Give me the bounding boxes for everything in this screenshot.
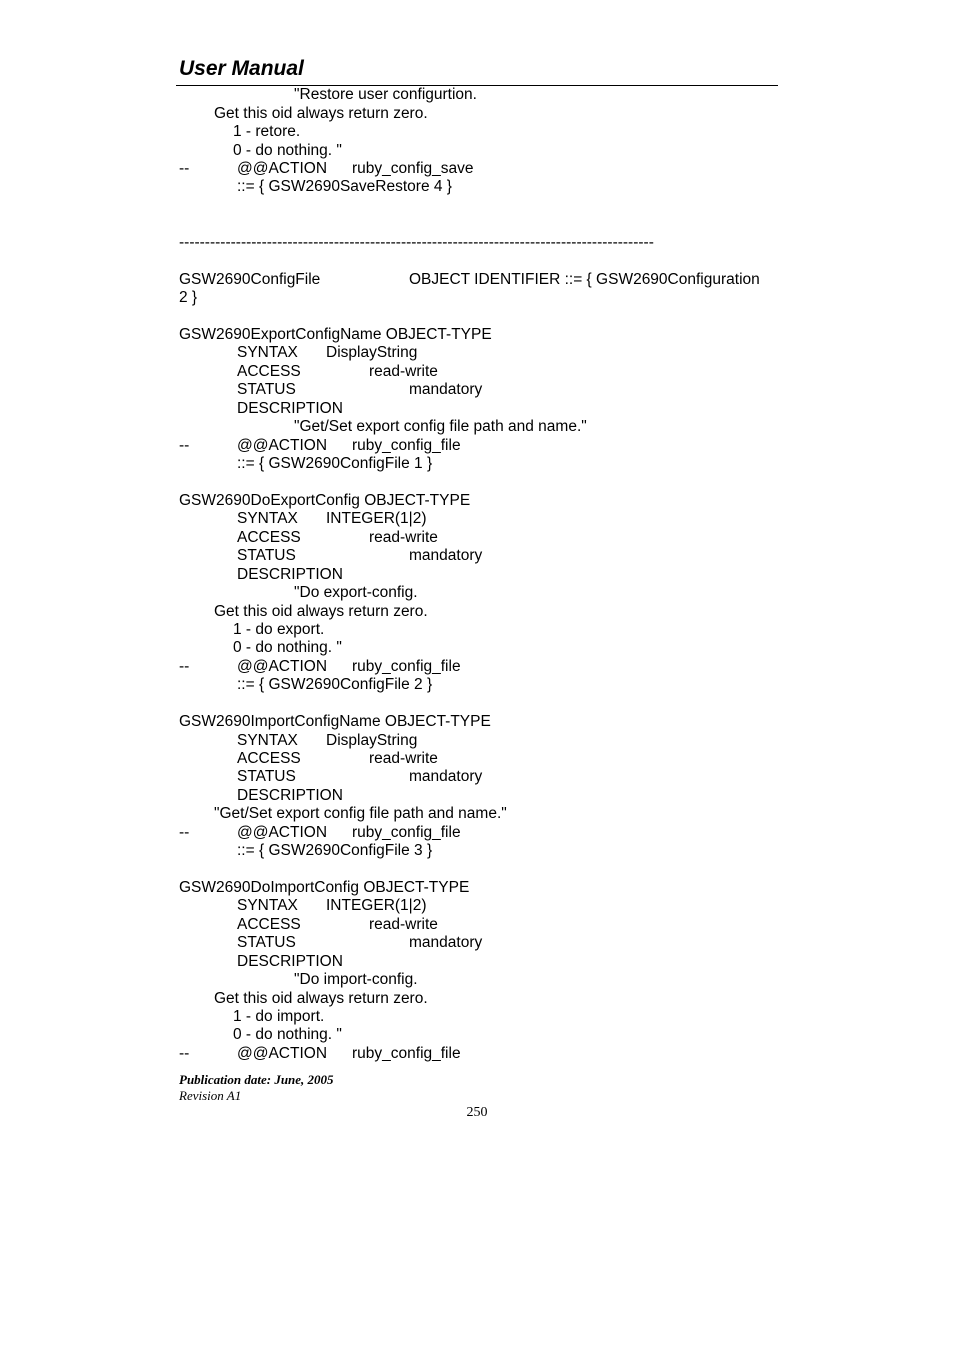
text-line: 0 - do nothing. " — [233, 142, 342, 159]
text-line: Get this oid always return zero. — [214, 603, 428, 620]
text-line: read-write — [369, 916, 438, 933]
text-line: ruby_config_save — [352, 160, 474, 177]
text-line: 1 - do export. — [233, 621, 325, 638]
text-line: DESCRIPTION — [237, 953, 343, 970]
text-line: ::= { GSW2690SaveRestore 4 } — [237, 178, 452, 195]
text-line: GSW2690DoExportConfig OBJECT-TYPE — [179, 492, 471, 509]
text-line: DisplayString — [326, 732, 418, 749]
text-line: "Get/Set export config file path and name." — [214, 805, 507, 822]
text-line: -- — [179, 437, 190, 454]
text-line: -- — [179, 824, 190, 841]
text-line: read-write — [369, 529, 438, 546]
text-line: "Do export-config. — [294, 584, 418, 601]
text-line: ruby_config_file — [352, 437, 461, 454]
text-line: DESCRIPTION — [237, 787, 343, 804]
header-rule — [176, 85, 778, 86]
text-line: @@ACTION — [237, 1045, 328, 1062]
text-line: @@ACTION — [237, 437, 328, 454]
text-line: @@ACTION — [237, 160, 328, 177]
text-line: -- — [179, 658, 190, 675]
text-line: 2 } — [179, 289, 198, 306]
text-line: 0 - do nothing. " — [233, 1026, 342, 1043]
text-line: 1 - retore. — [233, 123, 301, 140]
text-line: GSW2690DoImportConfig OBJECT-TYPE — [179, 879, 470, 896]
text-line: STATUS — [237, 547, 296, 564]
text-line: mandatory — [409, 547, 483, 564]
text-line: ACCESS — [237, 750, 301, 767]
text-line: ruby_config_file — [352, 824, 461, 841]
text-line: read-write — [369, 363, 438, 380]
publication-date: Publication date: June, 2005 — [179, 1072, 334, 1087]
text-line: DESCRIPTION — [237, 400, 343, 417]
text-line: ::= { GSW2690ConfigFile 1 } — [237, 455, 433, 472]
separator-line: -------------------------------------------------------------------------------------------- — [179, 234, 654, 251]
text-line: Get this oid always return zero. — [214, 990, 428, 1007]
text-line: GSW2690ImportConfigName OBJECT-TYPE — [179, 713, 491, 730]
text-line: -- — [179, 160, 190, 177]
text-line: ruby_config_file — [352, 1045, 461, 1062]
text-line: GSW2690ExportConfigName OBJECT-TYPE — [179, 326, 492, 343]
text-line: ACCESS — [237, 363, 301, 380]
text-line: 1 - do import. — [233, 1008, 325, 1025]
text-line: Get this oid always return zero. — [214, 105, 428, 122]
text-line: GSW2690ConfigFile — [179, 271, 321, 288]
text-line: DisplayString — [326, 344, 418, 361]
text-line: @@ACTION — [237, 824, 328, 841]
text-line: 0 - do nothing. " — [233, 639, 342, 656]
text-line: ::= { GSW2690ConfigFile 2 } — [237, 676, 433, 693]
text-line: mandatory — [409, 768, 483, 785]
text-line: ACCESS — [237, 916, 301, 933]
text-line: "Restore user configurtion. — [294, 86, 477, 103]
text-line: ruby_config_file — [352, 658, 461, 675]
text-line: "Do import-config. — [294, 971, 418, 988]
page-header-title: User Manual — [179, 57, 304, 80]
text-line: INTEGER(1|2) — [326, 510, 427, 527]
text-line: -- — [179, 1045, 190, 1062]
text-line: mandatory — [409, 934, 483, 951]
text-line: OBJECT IDENTIFIER ::= { GSW2690Configuration — [409, 271, 760, 288]
text-line: DESCRIPTION — [237, 566, 343, 583]
text-line: @@ACTION — [237, 658, 328, 675]
text-line: "Get/Set export config file path and name." — [294, 418, 587, 435]
text-line: ::= { GSW2690ConfigFile 3 } — [237, 842, 433, 859]
text-line: SYNTAX — [237, 897, 298, 914]
text-line: SYNTAX — [237, 510, 298, 527]
text-line: mandatory — [409, 381, 483, 398]
text-line: ACCESS — [237, 529, 301, 546]
text-line: STATUS — [237, 934, 296, 951]
page-number: 250 — [466, 1105, 488, 1120]
text-line: STATUS — [237, 768, 296, 785]
text-line: INTEGER(1|2) — [326, 897, 427, 914]
text-line: SYNTAX — [237, 732, 298, 749]
revision-label: Revision A1 — [179, 1088, 242, 1103]
text-line: read-write — [369, 750, 438, 767]
text-line: SYNTAX — [237, 344, 298, 361]
text-line: STATUS — [237, 381, 296, 398]
